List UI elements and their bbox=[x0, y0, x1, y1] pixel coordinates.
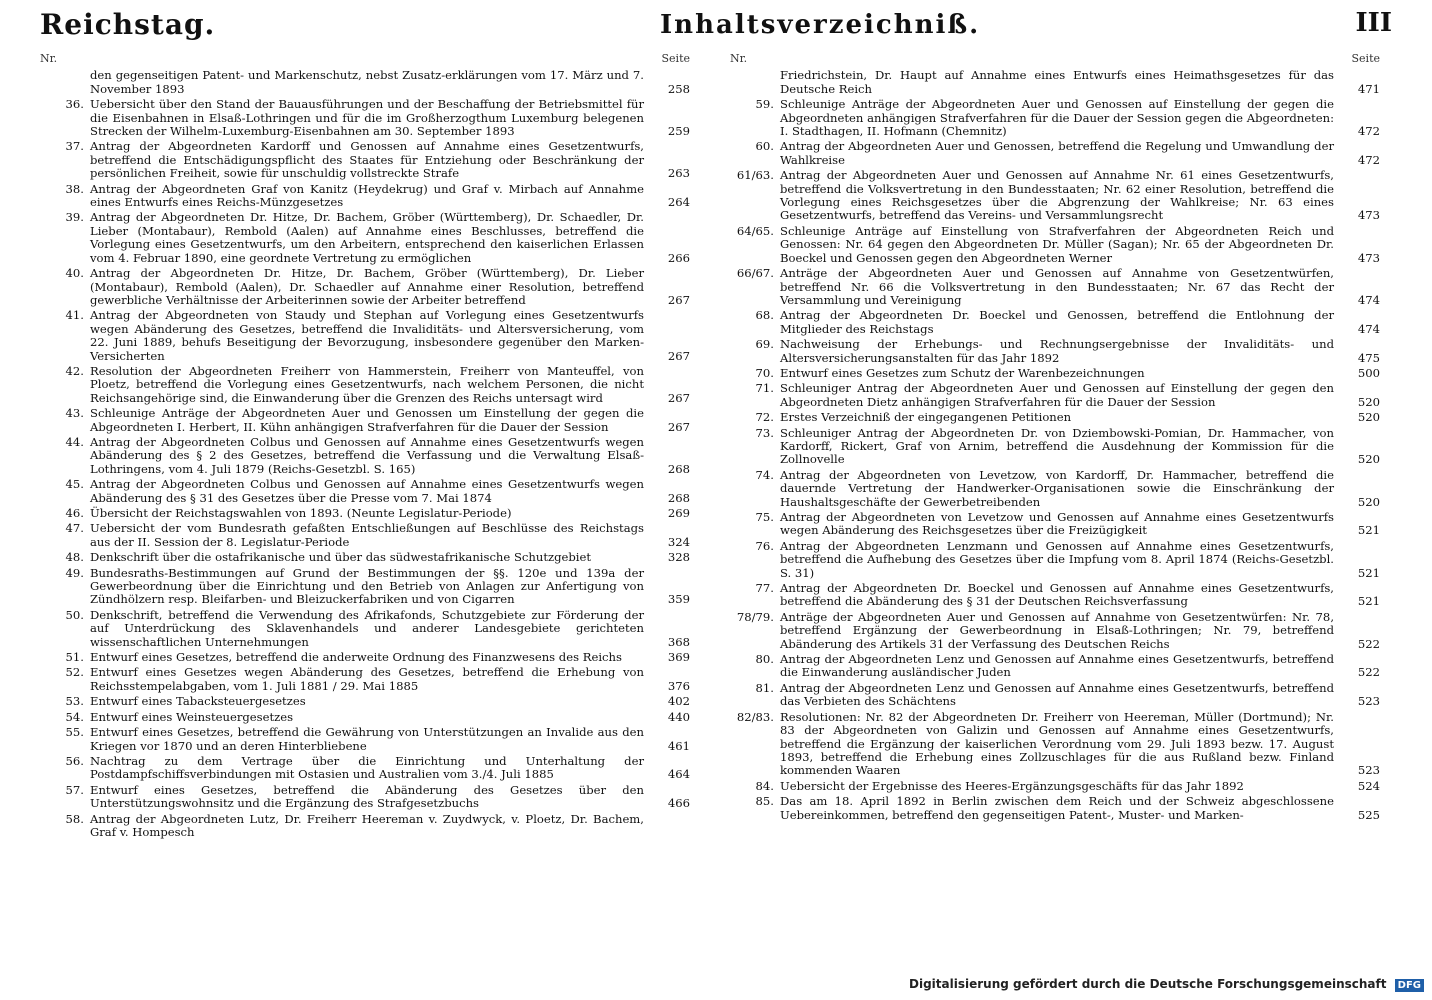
entry-text: Antrag der Abgeordneten Dr. Boeckel und Genossen, betreffend die Entlohnung der Mitglieder des Reichstags bbox=[780, 308, 1334, 336]
toc-entry bbox=[40, 436, 690, 476]
toc-entry bbox=[40, 666, 690, 693]
toc-entry bbox=[40, 522, 690, 549]
entry-number: 56. bbox=[65, 753, 84, 768]
entry-page: 440 bbox=[667, 709, 690, 724]
seite-heading: Seite bbox=[1351, 52, 1380, 65]
right-column-header bbox=[730, 52, 1380, 65]
entry-number: 70. bbox=[755, 365, 774, 380]
footer-note bbox=[909, 977, 1424, 992]
entry-text: Schleuniger Antrag der Abgeordneten Dr. von Dziembowski-Pomian, Dr. Hammacher, von Kardorff, Rickert, Graf von Arnim, betreffend die Ausdehnung der Kommission für die Zollnovelle bbox=[780, 425, 1334, 467]
toc-entry bbox=[730, 338, 1380, 365]
entry-text: Denkschrift über die ostafrikanische und über das südwestafrikanische Schutzgebiet bbox=[90, 550, 592, 565]
entry-text: Nachtrag zu dem Vertrage über die Einrichtung und Unterhaltung der Postdampfschiffsverbindungen mit Ostasien und Australien vom 3./4. Juli 1885 bbox=[90, 753, 644, 782]
entry-page: 520 bbox=[1357, 494, 1380, 509]
entry-number: 39. bbox=[65, 210, 84, 225]
entry-number: 52. bbox=[65, 665, 84, 680]
entry-page: 523 bbox=[1357, 694, 1380, 709]
entry-text: Entwurf eines Gesetzes, betreffend die Abänderung des Gesetzes über den Unterstützungswohnsitz und die Ergänzung des Strafgesetzbuchs bbox=[90, 782, 644, 811]
entry-number: 72. bbox=[755, 410, 774, 425]
entry-text: Antrag der Abgeordneten Colbus und Genossen auf Annahme eines Gesetzentwurfs wegen Abänderung des § 2 des Gesetzes, betreffend die Verfassung und die Verwaltung Elsaß-Lothringens, vom 4. Juli 1879 (Reichs-Gesetzbl. S. 165) bbox=[90, 434, 644, 476]
toc-entry bbox=[730, 367, 1380, 380]
entry-text: Resolution der Abgeordneten Freiherr von Hammerstein, Freiherr von Manteuffel, von Ploetz, betreffend die Vorlegung eines Gesetzentwurfs, nach welchem Personen, die nicht Reichsangehörige sind, die Einwanderung über die Grenzen des Reichs untersagt wird bbox=[90, 363, 644, 405]
entry-text: Bundesraths-Bestimmungen auf Grund der Bestimmungen der §§. 120e und 139a der Gewerbeordnung über die Einrichtung und den Betrieb von Anlagen zur Anfertigung von Zündhölzern resp. Bleifarben- und Bleizuckerfabriken und von Cigarren bbox=[90, 565, 644, 607]
entry-page: 269 bbox=[667, 506, 690, 520]
entry-number: 43. bbox=[65, 406, 84, 421]
toc-entry bbox=[40, 711, 690, 724]
entry-number: 41. bbox=[65, 308, 84, 323]
entry-number: 69. bbox=[755, 337, 774, 352]
entry-page: 268 bbox=[667, 461, 690, 476]
toc-entry bbox=[730, 309, 1380, 336]
entry-text: Antrag der Abgeordneten Graf von Kanitz (Heydekrug) und Graf v. Mirbach auf Annahme eines Entwurfs eines Reichs-Münzgesetzes bbox=[90, 181, 644, 210]
seite-heading: Seite bbox=[661, 52, 690, 65]
entry-number: 58. bbox=[65, 811, 84, 826]
entry-number: 54. bbox=[65, 709, 84, 724]
toc-entry bbox=[730, 382, 1380, 409]
toc-entry bbox=[730, 795, 1380, 822]
toc-entry bbox=[40, 211, 690, 265]
entry-text: Antrag der Abgeordneten Lenzmann und Genossen auf Annahme eines Gesetzentwurfs, betreffend die Aufhebung des Gesetzes über die Impfung vom 8. April 1874 (Reichs-Gesetzbl. S. 31) bbox=[780, 538, 1334, 580]
entry-text: Antrag der Abgeordneten Lenz und Genossen auf Annahme eines Gesetzentwurfs, betreffend die Einwanderung ausländischer Juden bbox=[780, 652, 1334, 680]
entry-page: 472 bbox=[1357, 152, 1380, 167]
entry-text: Antrag der Abgeordneten Colbus und Genossen auf Annahme eines Gesetzentwurfs wegen Abänderung des § 31 des Gesetzes über die Presse vom 7. Mai 1874 bbox=[90, 477, 644, 505]
entry-text: Uebersicht der vom Bundesrath gefaßten Entschließungen auf Beschlüsse des Reichstags aus der II. Session der 8. Legislatur-Periode bbox=[90, 521, 644, 549]
toc-entry bbox=[40, 726, 690, 753]
entry-number: 48. bbox=[65, 550, 84, 565]
entry-page: 267 bbox=[667, 292, 690, 307]
toc-entry bbox=[730, 682, 1380, 709]
entry-text: Antrag der Abgeordneten Kardorff und Genossen auf Annahme eines Gesetzentwurfs, betreffend die Entschädigungspflicht des Staates für Entziehung oder Beschränkung der persönlichen Freiheit, sowie für unschuldig vollstreckte Strafe bbox=[90, 139, 644, 181]
toc-entry bbox=[730, 511, 1380, 538]
entry-number: 59. bbox=[755, 97, 774, 112]
entry-page: 368 bbox=[667, 634, 690, 649]
toc-entry bbox=[40, 651, 690, 664]
entry-page: 461 bbox=[667, 738, 690, 753]
toc-entry bbox=[730, 711, 1380, 778]
entry-text: Antrag der Abgeordneten Lutz, Dr. Freiherr Heereman v. Zuydwyck, v. Ploetz, Dr. Bachem, Graf v. Hompesch bbox=[90, 811, 644, 839]
entry-text: Uebersicht der Ergebnisse des Heeres-Ergänzungsgeschäfts für das Jahr 1892 bbox=[780, 778, 1244, 793]
left-column bbox=[40, 52, 690, 952]
entry-text: Entwurf eines Gesetzes, betreffend die anderweite Ordnung des Finanzwesens des Reichs bbox=[90, 650, 622, 665]
entry-page: 258 bbox=[667, 81, 690, 96]
toc-entry bbox=[40, 567, 690, 607]
entry-page: 473 bbox=[1357, 250, 1380, 265]
entry-page: 520 bbox=[1357, 452, 1380, 467]
entry-page: 264 bbox=[667, 195, 690, 210]
entry-page: 402 bbox=[667, 694, 690, 709]
toc-entry bbox=[730, 169, 1380, 223]
toc-entry bbox=[40, 609, 690, 649]
entry-text: Denkschrift, betreffend die Verwendung des Afrikafonds, Schutzgebiete zur Förderung der auf Unterdrückung des Sklavenhandels und anderer Landesgebiete gerichteten wissenschaftlichen Unternehmungen bbox=[90, 607, 644, 649]
entry-page: 267 bbox=[667, 419, 690, 434]
entry-number: 64/65. bbox=[736, 223, 774, 238]
toc-entry bbox=[730, 140, 1380, 167]
nr-heading: Nr. bbox=[730, 52, 748, 65]
entry-number: 49. bbox=[65, 565, 84, 580]
entry-page: 522 bbox=[1357, 665, 1380, 680]
header-left: Reichstag. bbox=[40, 8, 216, 41]
toc-entry bbox=[730, 225, 1380, 265]
entry-number: 78/79. bbox=[736, 609, 774, 624]
entry-page: 524 bbox=[1357, 778, 1380, 793]
entry-number: 84. bbox=[755, 778, 774, 793]
entry-page: 525 bbox=[1357, 807, 1380, 822]
entry-text: Antrag der Abgeordneten von Levetzow, von Kardorff, Dr. Hammacher, betreffend die dauernde Vertretung der Handwerker-Organisationen sowie die Einschränkung der Haushaltsgeschäfte der Gewerbetreibenden bbox=[780, 467, 1334, 509]
entry-text: Anträge der Abgeordneten Auer und Genossen auf Annahme von Gesetzentwürfen: Nr. 78, betreffend Ergänzung der Gewerbeordnung in Elsaß-Lothringen; Nr. 79, betreffend Abänderung des Artikels 31 der Verfassung des Deutschen Reichs bbox=[780, 609, 1334, 651]
entry-text: Schleunige Anträge der Abgeordneten Auer und Genossen um Einstellung der gegen die Abgeordneten I. Herbert, II. Kühn anhängigen Strafverfahren für die Dauer der Session bbox=[90, 406, 644, 434]
entry-number: 74. bbox=[755, 467, 774, 482]
entry-text: Antrag der Abgeordneten Lenz und Genossen auf Annahme eines Gesetzentwurfs, betreffend das Verbieten des Schächtens bbox=[780, 680, 1334, 709]
toc-entry bbox=[40, 140, 690, 180]
entry-page: 267 bbox=[667, 348, 690, 363]
entry-number: 38. bbox=[65, 181, 84, 196]
entry-number bbox=[730, 69, 774, 96]
entry-text: Antrag der Abgeordneten Dr. Boeckel und Genossen auf Annahme eines Gesetzentwurfs, betreffend die Abänderung des § 31 der Deutschen Reichsverfassung bbox=[780, 581, 1334, 609]
toc-entry bbox=[40, 784, 690, 811]
entry-page: 376 bbox=[667, 678, 690, 693]
toc-entry bbox=[40, 755, 690, 782]
entry-number bbox=[40, 69, 84, 96]
entry-page: 520 bbox=[1357, 410, 1380, 425]
nr-heading: Nr. bbox=[40, 52, 58, 65]
entry-text: Erstes Verzeichniß der eingegangenen Petitionen bbox=[780, 410, 1072, 425]
entry-page: 324 bbox=[667, 534, 690, 549]
entry-page: 266 bbox=[667, 250, 690, 265]
entry-number: 61/63. bbox=[736, 168, 774, 183]
entry-number: 81. bbox=[755, 680, 774, 695]
entry-text: Schleunige Anträge auf Einstellung von Strafverfahren der Abgeordneten Reich und Genossen: Nr. 64 gegen den Abgeordneten Dr. Müller (Sagan); Nr. 65 der Abgeordneten Dr. Boeckel und Genossen gegen den Abgeordneten Werner bbox=[780, 223, 1334, 265]
entry-text: Friedrichstein, Dr. Haupt auf Annahme eines Entwurfs eines Heimathsgesetzes für das Deutsche Reich bbox=[780, 68, 1334, 96]
entry-page: 268 bbox=[667, 490, 690, 505]
entry-page: 328 bbox=[667, 550, 690, 565]
entry-text: Antrag der Abgeordneten Dr. Hitze, Dr. Bachem, Gröber (Württemberg), Dr. Schaedler, Dr. Lieber (Montabaur), Rembold (Aalen) auf Annahme eines Beschlusses, betreffend die Vorlegung eines Gesetzentwurfs, um den Arbeitern, entsprechend den kaiserlichen Erlassen vom 4. Februar 1890, eine geordnete Vertretung zu ermöglichen bbox=[90, 210, 644, 265]
entry-number: 85. bbox=[755, 794, 774, 809]
entry-number: 55. bbox=[65, 725, 84, 740]
entry-page: 521 bbox=[1357, 594, 1380, 609]
entry-text: Resolutionen: Nr. 82 der Abgeordneten Dr. Freiherr von Heereman, Müller (Dortmund); Nr. 83 der Abgeordneten von Galizin und Genossen auf Annahme eines Gesetzentwurfs, betreffend die Ergänzung der kaiserlichen Verordnung vom 29. Juli 1893 bezw. 17. August 1893, betreffend die Erhebung eines Zollzuschlages für die aus Rußland bezw. Finland kommenden Waaren bbox=[780, 709, 1334, 778]
entry-text: Antrag der Abgeordneten Auer und Genossen auf Annahme Nr. 61 eines Gesetzentwurfs, betreffend die Volksvertretung in den Bundesstaaten; Nr. 62 einer Resolution, betreffend die Vorlegung eines Reichsgesetzes über die Abgrenzung der Wahlkreise; Nr. 63 eines Gesetzentwurfs, betreffend das Vereins- und Versammlungsrecht bbox=[780, 168, 1334, 223]
entry-number: 68. bbox=[755, 308, 774, 323]
toc-entry bbox=[40, 507, 690, 520]
entry-number: 76. bbox=[755, 538, 774, 553]
entry-page: 520 bbox=[1357, 394, 1380, 409]
entry-page: 263 bbox=[667, 166, 690, 181]
toc-entry bbox=[730, 540, 1380, 580]
entry-number: 46. bbox=[65, 506, 84, 520]
entry-page: 471 bbox=[1357, 81, 1380, 96]
entry-number: 66/67. bbox=[736, 266, 774, 281]
dfg-logo: DFG bbox=[1395, 979, 1424, 992]
toc-entry bbox=[730, 411, 1380, 424]
entry-page: 267 bbox=[667, 390, 690, 405]
toc-entry bbox=[40, 98, 690, 138]
entry-number: 40. bbox=[65, 266, 84, 281]
entry-text: Entwurf eines Gesetzes wegen Abänderung des Gesetzes, betreffend die Erhebung von Reichsstempelabgaben, vom 1. Juli 1881 / 29. Mai 1885 bbox=[90, 665, 644, 693]
entry-page: 474 bbox=[1357, 321, 1380, 336]
entry-text: Antrag der Abgeordneten Auer und Genossen, betreffend die Regelung und Umwandlung der Wahlkreise bbox=[780, 139, 1334, 167]
entry-number: 50. bbox=[65, 607, 84, 622]
entry-number: 80. bbox=[755, 652, 774, 667]
toc-entry bbox=[40, 813, 690, 840]
toc-entry bbox=[40, 309, 690, 363]
toc-entry bbox=[730, 469, 1380, 509]
left-column-header bbox=[40, 52, 690, 65]
entry-number: 73. bbox=[755, 425, 774, 440]
entry-text: den gegenseitigen Patent- und Markenschutz, nebst Zusatz-erklärungen vom 17. März und 7. November 1893 bbox=[90, 68, 644, 96]
entry-text: Das am 18. April 1892 in Berlin zwischen dem Reich und der Schweiz abgeschlossene Uebereinkommen, betreffend den gegenseitigen Patent-, Muster- und Marken- bbox=[780, 794, 1334, 822]
entry-number: 77. bbox=[755, 581, 774, 596]
header-page-number: III bbox=[1355, 8, 1392, 38]
page-header bbox=[40, 8, 1392, 48]
entry-page: 500 bbox=[1357, 365, 1380, 380]
entry-number: 47. bbox=[65, 521, 84, 536]
entry-number: 57. bbox=[65, 782, 84, 797]
entry-text: Übersicht der Reichstagswahlen von 1893. (Neunte Legislatur-Periode) bbox=[90, 506, 512, 520]
entry-number: 82/83. bbox=[736, 709, 774, 724]
entry-number: 36. bbox=[65, 97, 84, 112]
toc-entry bbox=[40, 478, 690, 505]
digitization-note: Digitalisierung gefördert durch die Deutsche Forschungsgemeinschaft bbox=[909, 977, 1387, 991]
entry-number: 51. bbox=[65, 650, 84, 665]
toc-entry bbox=[730, 98, 1380, 138]
entry-page: 522 bbox=[1357, 636, 1380, 651]
entry-text: Antrag der Abgeordneten von Staudy und Stephan auf Vorlegung eines Gesetzentwurfs wegen Abänderung des Gesetzes, betreffend die Invaliditäts- und Altersversicherung, vom 22. Juni 1889, behufs Beseitigung der Bevorzugung, insbesondere gegenüber den Marken-Versicherten bbox=[90, 308, 644, 363]
entry-text: Entwurf eines Tabacksteuergesetzes bbox=[90, 694, 306, 709]
entry-text: Uebersicht über den Stand der Bauausführungen und der Beschaffung der Betriebsmittel für die Eisenbahnen in Elsaß-Lothringen und für die im Großherzogthum Luxemburg belegenen Strecken der Wilhelm-Luxemburg-Eisenbahnen am 30. September 1893 bbox=[90, 97, 644, 139]
entry-text: Entwurf eines Gesetzes zum Schutz der Warenbezeichnungen bbox=[780, 365, 1145, 380]
entry-number: 45. bbox=[65, 477, 84, 492]
entry-page: 464 bbox=[667, 767, 690, 782]
entry-text: Antrag der Abgeordneten von Levetzow und Genossen auf Annahme eines Gesetzentwurfs wegen Abänderung des Reichsgesetzes über die Freizügigkeit bbox=[780, 510, 1334, 538]
entry-text: Entwurf eines Weinsteuergesetzes bbox=[90, 709, 294, 724]
toc-entry bbox=[730, 69, 1380, 96]
entry-number: 42. bbox=[65, 363, 84, 378]
toc-entry bbox=[40, 365, 690, 405]
entry-text: Nachweisung der Erhebungs- und Rechnungsergebnisse der Invaliditäts- und Altersversicherungsanstalten für das Jahr 1892 bbox=[780, 337, 1334, 365]
entry-page: 472 bbox=[1357, 124, 1380, 139]
entry-page: 259 bbox=[667, 124, 690, 139]
entry-number: 37. bbox=[65, 139, 84, 154]
toc-entry bbox=[730, 780, 1380, 793]
entry-number: 60. bbox=[755, 139, 774, 154]
entry-page: 359 bbox=[667, 592, 690, 607]
entry-text: Entwurf eines Gesetzes, betreffend die Gewährung von Unterstützungen an Invalide aus den Kriegen vor 1870 und an deren Hinterbliebene bbox=[90, 725, 644, 753]
entry-page: 473 bbox=[1357, 208, 1380, 223]
entry-text: Anträge der Abgeordneten Auer und Genossen auf Annahme von Gesetzentwürfen, betreffend Nr. 66 die Volksvertretung in den Bundesstaaten; Nr. 67 das Recht der Versammlung und Vereinigung bbox=[780, 266, 1334, 307]
toc-entry bbox=[730, 267, 1380, 307]
toc-entry bbox=[40, 183, 690, 210]
entry-page: 523 bbox=[1357, 763, 1380, 778]
toc-entry bbox=[40, 407, 690, 434]
toc-entry bbox=[730, 653, 1380, 680]
entry-page: 474 bbox=[1357, 292, 1380, 307]
entry-number: 44. bbox=[65, 434, 84, 449]
entry-page: 369 bbox=[667, 650, 690, 665]
toc-entry bbox=[40, 267, 690, 307]
header-title: Inhaltsverzeichniß. bbox=[660, 10, 981, 40]
entry-text: Schleuniger Antrag der Abgeordneten Auer und Genossen auf Einstellung der gegen den Abgeordneten Dietz anhängigen Strafverfahren für die Dauer der Session bbox=[780, 381, 1334, 409]
entry-number: 53. bbox=[65, 694, 84, 709]
toc-entry bbox=[730, 427, 1380, 467]
entry-text: Schleunige Anträge der Abgeordneten Auer und Genossen auf Einstellung der gegen die Abgeordneten anhängigen Strafverfahren für die Dauer der Session gegen die Abgeordneten: I. Stadthagen, II. Hofmann (Chemnitz) bbox=[780, 97, 1334, 139]
entry-page: 521 bbox=[1357, 523, 1380, 538]
entry-page: 475 bbox=[1357, 350, 1380, 365]
entry-page: 466 bbox=[667, 796, 690, 811]
entry-number: 71. bbox=[755, 381, 774, 396]
right-column bbox=[730, 52, 1380, 952]
entry-number: 75. bbox=[755, 510, 774, 524]
toc-entry bbox=[40, 551, 690, 564]
toc-entry bbox=[40, 69, 690, 96]
toc-entry bbox=[730, 611, 1380, 651]
toc-entry bbox=[40, 695, 690, 708]
toc-entry bbox=[730, 582, 1380, 609]
entry-text: Antrag der Abgeordneten Dr. Hitze, Dr. Bachem, Gröber (Württemberg), Dr. Lieber (Montabaur), Rembold (Aalen), Dr. Schaedler auf Annahme einer Resolution, betreffend gewerbliche Verhältnisse der Arbeiterinnen sowie der Arbeiter betreffend bbox=[90, 266, 644, 307]
entry-page: 521 bbox=[1357, 565, 1380, 580]
